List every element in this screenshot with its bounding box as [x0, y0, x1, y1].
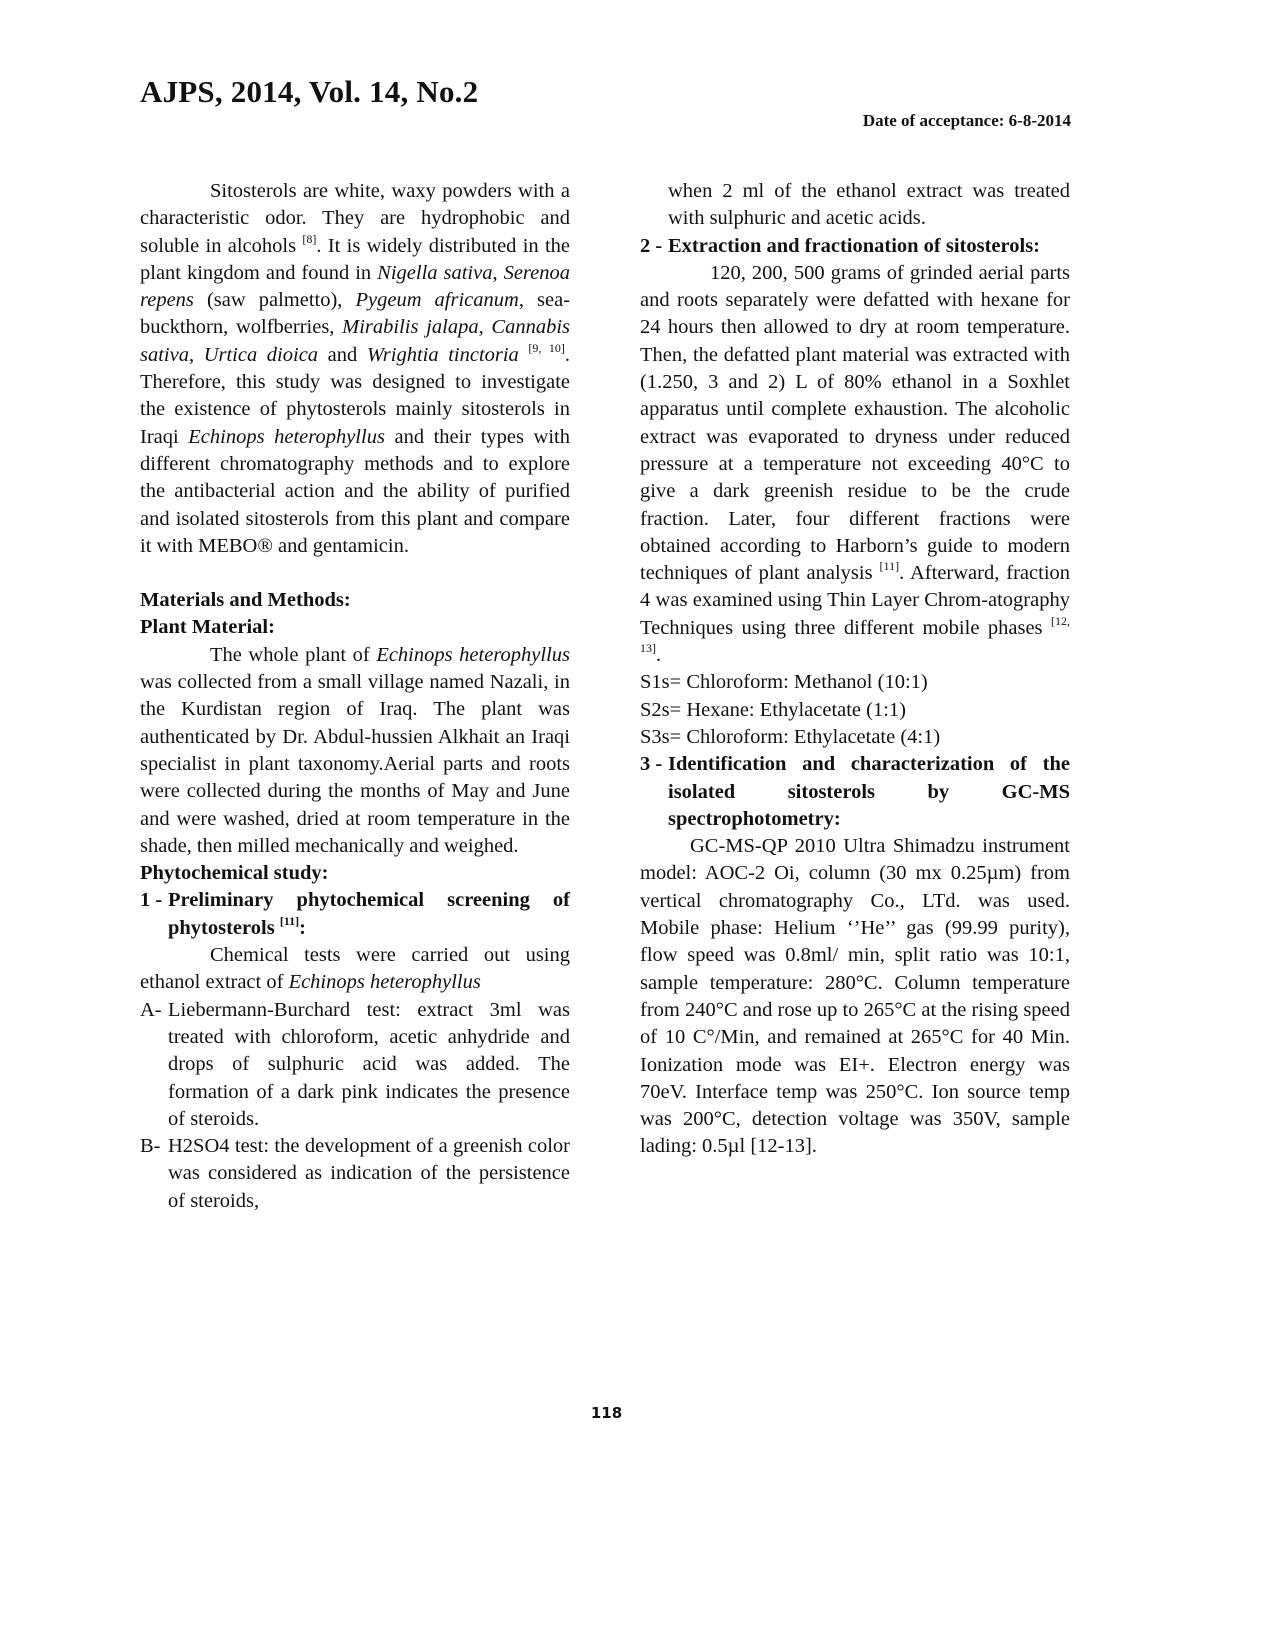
section-2-heading: 2 - Extraction and fractionation of sitosterols: [640, 234, 1041, 257]
test-b-item: B- H2SO4 test: the development of a greenish color was considered as indication of the persistence of steroids, [140, 1135, 570, 1212]
right-column [640, 178, 1070, 1161]
phytochemical-heading: Phytochemical study: [140, 862, 329, 885]
acceptance-date: Date of acceptance: 6-8-2014 [862, 111, 1071, 130]
page-number: 118 [590, 1404, 623, 1422]
test-a-item: A- Liebermann-Burchard test: extract 3ml was treated with chloroform, acetic anhydride and drops of sulphuric acid was added. The formation of a dark pink indicates the presence of steroids. [140, 998, 570, 1130]
mobile-phase-2: S2s= Hexane: Ethylacetate (1:1) [640, 698, 907, 721]
section-1-heading: 1 - Preliminary phytochemical screening of phytosterols [11]: [140, 889, 570, 939]
intro-paragraph: Sitosterols are white, waxy powders with a characteristic odor. They are hydrophobic and soluble in alcohols [8]. It is widely distributed in the plant kingdom and found in Nigella sativa, Serenoa repens (saw palmetto), Pygeum africanum, sea-buckthorn, wolfberries, Mirabilis jalapa, Cannabis sativa, Urtica dioica and Wrightia tinctoria [9, 10]. Therefore, this study was designed to investigate the existence of phytosterols mainly sitosterols in Iraqi Echinops heterophyllus and their types with different chromatography methods and to explore the antibacterial action and the ability of purified and isolated sitosterols from this plant and compare it with MEBO® and gentamicin. [140, 180, 571, 557]
test-b-continuation: when 2 ml of the ethanol extract was treated with sulphuric and acetic acids. [668, 180, 1070, 230]
plant-material-heading: Plant Material: [140, 616, 275, 639]
section-2-paragraph: 120, 200, 500 grams of grinded aerial parts and roots separately were defatted with hexane for 24 hours then allowed to dry at room temperature. Then, the defatted plant material was extracted with (1.250, 3 and 2) L of 80% ethanol in a Soxhlet apparatus until complete exhaustion. The alcoholic extract was evaporated to dryness under reduced pressure at a temperature not exceeding 40°C to give a dark greenish residue to be the crude fraction. Later, four different fractions were obtained according to Harborn’s guide to modern techniques of plant analysis [11]. Afterward, fraction 4 was examined using Thin Layer Chrom-atography Techniques using three different mobile phases [12, 13]. [640, 261, 1071, 667]
citation: [12, 13] [640, 613, 1071, 656]
mobile-phase-1: S1s= Chloroform: Methanol (10:1) [640, 671, 928, 694]
citation: [8] [302, 231, 317, 246]
citation: [11] [279, 913, 300, 928]
mobile-phase-3: S3s= Chloroform: Ethylacetate (4:1) [640, 725, 941, 748]
citation: [11] [879, 559, 900, 574]
section-1-paragraph: Chemical tests were carried out using ethanol extract of Echinops heterophyllus [140, 944, 570, 994]
journal-title: AJPS, 2014, Vol. 14, No.2 [140, 74, 479, 109]
citation: [9, 10] [528, 340, 565, 355]
materials-methods-heading: Materials and Methods: [140, 589, 351, 612]
plant-material-paragraph: The whole plant of Echinops heterophyllus was collected from a small village named Nazali, in the Kurdistan region of Iraq. The plant was authenticated by Dr. Abdul-hussien Alkhait an Iraqi specialist in plant taxonomy.Aerial parts and roots were collected during the months of May and June and were washed, dried at room temperature in the shade, then milled mechanically and weighed. [140, 643, 571, 857]
section-3-heading: 3 - Identification and characterization of the isolated sitosterols by GC-MS spectrophotometry: [640, 753, 1070, 830]
left-column [140, 178, 570, 1215]
section-3-paragraph: GC-MS-QP 2010 Ultra Shimadzu instrument model: AOC-2 Oi, column (30 mx 0.25µm) from vertical chromatography Co., LTd. was used. Mobile phase: Helium ‘’He’’ gas (99.99 purity), flow speed was 0.8ml/ min, split ratio was 10:1, sample temperature: 280°C. Column temperature from 240°C and rose up to 265°C at the rising speed of 10 C°/Min, and remained at 265°C for 40 Min. Ionization mode was EI+. Electron energy was 70eV. Interface temp was 250°C. Ion source temp was 200°C, detection voltage was 350V, sample lading: 0.5µl [12-13]. [640, 835, 1070, 1158]
